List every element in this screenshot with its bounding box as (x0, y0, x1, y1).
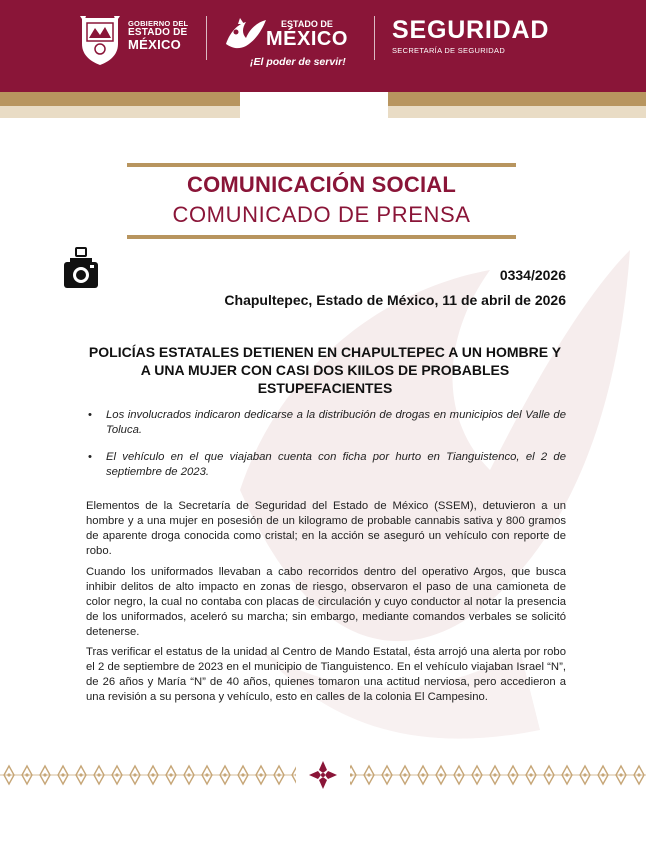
gobierno-small: GOBIERNO DEL (128, 19, 189, 28)
seguridad-subtitle: SECRETARÍA DE SEGURIDAD (392, 46, 506, 55)
title-rule-top (127, 163, 516, 167)
bird-icon (222, 14, 268, 54)
comunicacion-social-title: COMUNICACIÓN SOCIAL (186, 172, 456, 197)
gobierno-big: MÉXICO (128, 37, 182, 53)
header-divider (206, 16, 207, 60)
header-banner (0, 0, 646, 92)
dateline: Chapultepec, Estado de México, 11 de abril de 2026 (224, 292, 566, 308)
body-paragraph: Cuando los uniformados llevaban a cabo recorridos dentro del operativo Argos, que busca inhibir delitos de alto impacto en zonas de riesgo, observaron el paso de una camioneta de color negro, la cual no contaba con placas de circulación y cuyo conductor al notar la presencia de los uniformados, aceleró su marcha; sin embargo, mediante comandos verbales se solicitó detenerse. (86, 566, 566, 638)
light-gold-bar (388, 106, 646, 118)
estado-small: ESTADO DE (281, 19, 333, 29)
gobierno-text (128, 20, 188, 52)
summary-bullets (86, 408, 566, 492)
estado-logo (222, 12, 362, 72)
seguridad-logo (392, 18, 549, 55)
header-divider (374, 16, 375, 60)
title-rule-bottom (127, 235, 516, 239)
body-paragraph: Elementos de la Secretaría de Seguridad del Estado de México (SSEM), detuvieron a un hombre y a una mujer en posesión de un kilogramo de probable cannabis sativa y 800 gramos de aparente droga conocida como cristal; en la acción se aseguró un vehículo con reporte de robo. (86, 500, 566, 557)
gobierno-logo (76, 14, 196, 70)
body-paragraph: Tras verificar el estatus de la unidad al Centro de Mando Estatal, ésta arrojó una alerta por robo el 2 de septiembre de 2023 en el municipio de Tianguistenco. En el vehículo viajaban Israel “N”, de 26 años y María “N” de 40 años, quienes tomaron una actitud nerviosa, pero accedieron a una revisión a su persona y vehículo, esto en calles de la colonia El Campesino. (86, 646, 566, 703)
headline: POLICÍAS ESTATALES DETIENEN EN CHAPULTEPEC A UN HOMBRE Y A UNA MUJER CON CASI DOS KIILOS DE PROBABLES ESTUPEFACIENTES (88, 344, 562, 396)
light-gold-bar (0, 106, 240, 118)
gobierno-mid: ESTADO DE (128, 26, 188, 38)
seguridad-title: SEGURIDAD (392, 16, 550, 44)
bullet-item: • Los involucrados indicaron dedicarse a la distribución de drogas en municipios del Valle de Toluca. (86, 408, 566, 438)
estado-slogan: ¡El poder de servir! (250, 56, 346, 68)
ornament-icon (307, 760, 339, 790)
estado-big: MÉXICO (266, 28, 348, 50)
gold-bar (0, 92, 240, 106)
comunicado-prensa-title: COMUNICADO DE PRENSA (172, 202, 471, 227)
gold-bar (388, 92, 646, 106)
camera-icon (62, 246, 100, 292)
bullet-item: • El vehículo en el que viajaban cuenta con ficha por hurto en Tianguistenco, el 2 de septiembre de 2023. (86, 450, 566, 480)
bulletin-number: 0334/2026 (499, 267, 566, 283)
estado-text (266, 20, 348, 49)
shield-icon (76, 14, 124, 66)
